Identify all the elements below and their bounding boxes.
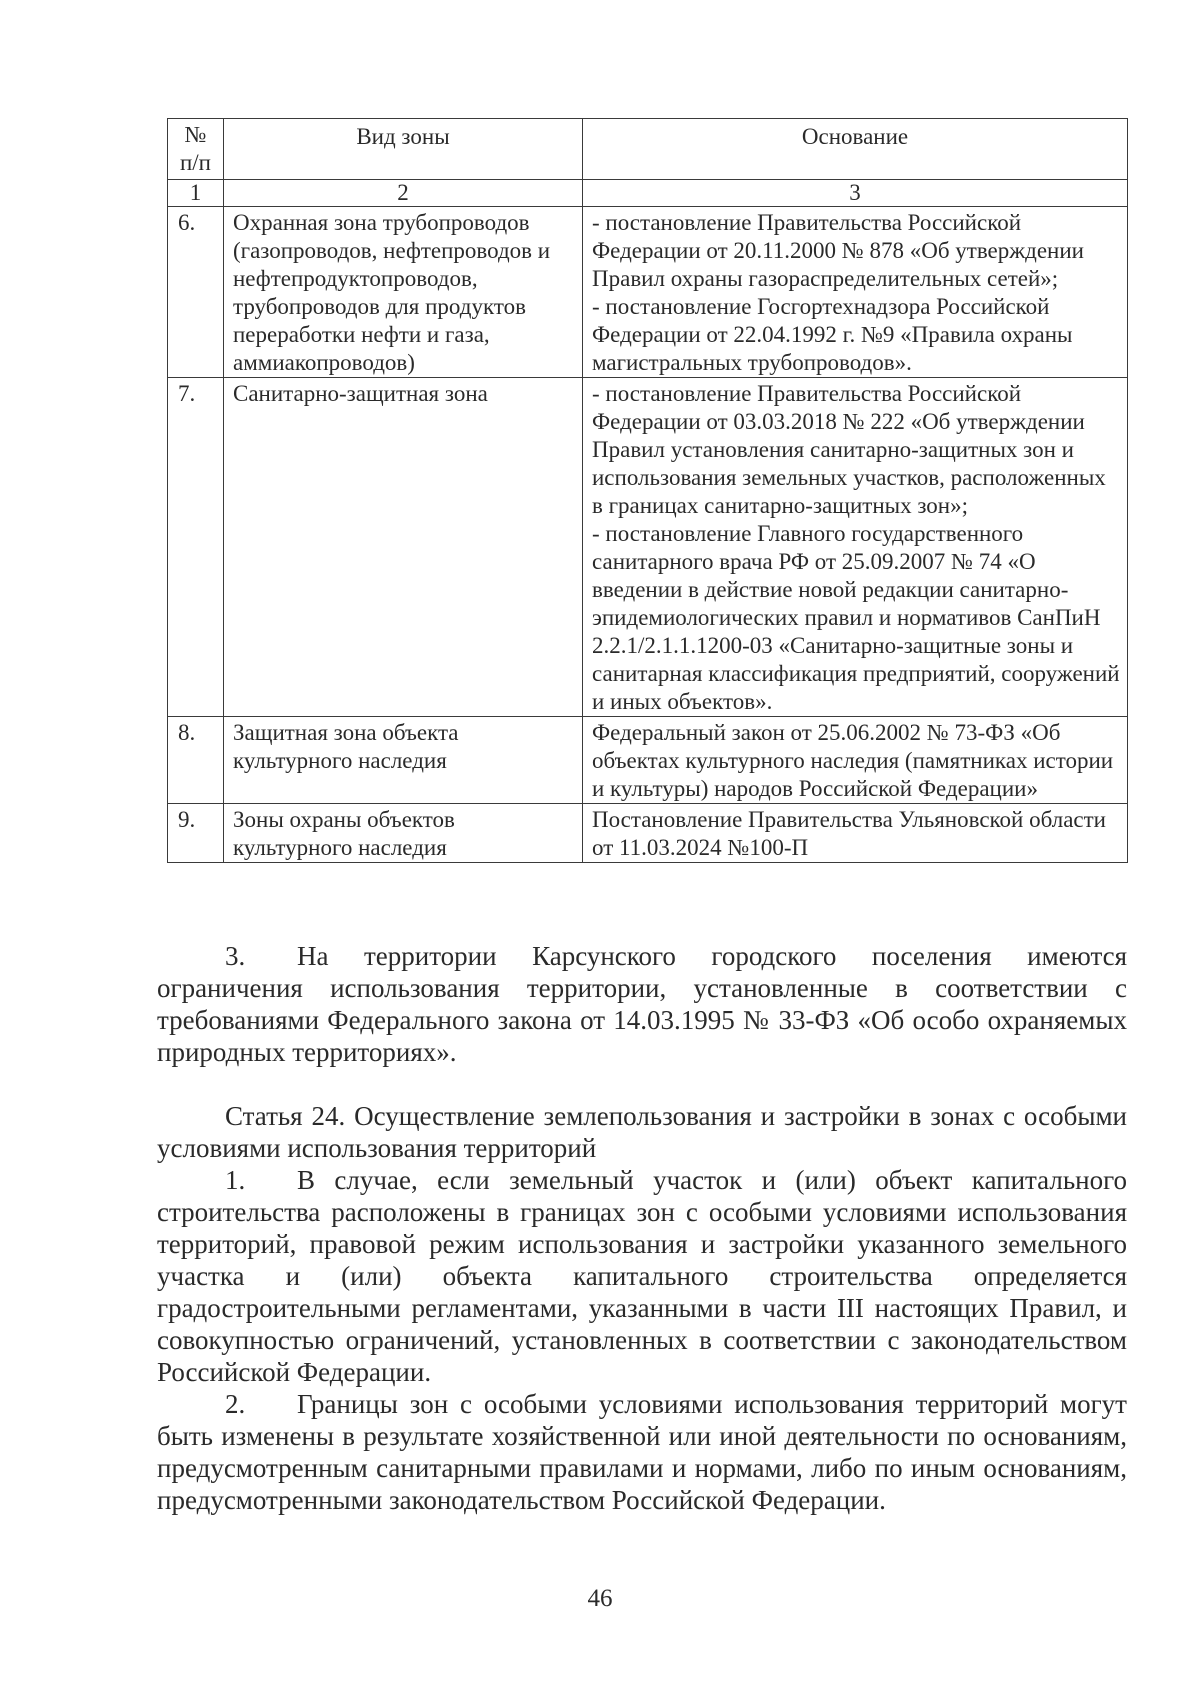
column-number: 3 [583, 180, 1128, 207]
column-number: 1 [168, 180, 224, 207]
header-num-line2: п/п [179, 150, 211, 175]
zone-kind: Охранная зона трубопроводов (газопроводов, нефтепроводов и нефтепродуктопроводов, трубопроводов для продуктов переработки нефти и газа, аммиакопроводов) [224, 207, 583, 378]
basis-item: - постановление Правительства Российской Федерации от 03.03.2018 № 222 «Об утверждении Правил установления санитарно-защитных зон и использования земельных участков, расположенных в границах санитарно-защитных зон»; [592, 381, 1106, 518]
row-number: 9. [168, 804, 224, 863]
page-number: 46 [587, 1585, 613, 1612]
zone-basis [583, 717, 1128, 804]
basis-item: - постановление Правительства Российской Федерации от 20.11.2000 № 878 «Об утверждении Правил охраны газораспределительных сетей»; [592, 210, 1084, 291]
basis-item: Федеральный закон от 25.06.2002 № 73-ФЗ «Об объектах культурного наследия (памятниках истории и культуры) народов Российской Федерации» [592, 720, 1114, 801]
table-row [168, 378, 1128, 717]
table-header-row [168, 119, 1128, 180]
article-item [157, 1164, 1127, 1388]
header-kind: Вид зоны [224, 119, 583, 180]
zone-kind: Зоны охраны объектов культурного наследия [224, 804, 583, 863]
paragraph-number: 3. [225, 941, 246, 971]
paragraph-3-body [157, 940, 1127, 1068]
item-number: 1. [225, 1165, 246, 1195]
table-row [168, 207, 1128, 378]
basis-item: Постановление Правительства Ульяновской области от 11.03.2024 №100-П [592, 807, 1106, 860]
article-title: Статья 24. Осуществление землепользования и застройки в зонах с особыми условиями использования территорий [157, 1101, 1127, 1163]
item-text: В случае, если земельный участок и (или) объект капитального строительства расположены в границах зон с особыми условиями использования территорий, правовой режим использования и застройки указанного земельного участка и (или) объекта капитального строительства определяется градостроительными регламентами, указанными в части III настоящих Правил, и совокупностью ограничений, установленных в соответствии с законодательством Российской Федерации. [157, 1165, 1127, 1387]
paragraph-3 [157, 940, 1127, 1068]
column-number-row [168, 180, 1128, 207]
column-number: 2 [224, 180, 583, 207]
item-text: Границы зон с особыми условиями использования территорий могут быть изменены в результате хозяйственной или иной деятельности по основаниям, предусмотренным санитарными правилами и нормами, либо по иным основаниям, предусмотренными законодательством Российской Федерации. [157, 1389, 1127, 1515]
table-row [168, 717, 1128, 804]
basis-item: - постановление Госгортехнадзора Российской Федерации от 22.04.1992 г. №9 «Правила охраны магистральных трубопроводов». [592, 294, 1073, 375]
zone-kind: Защитная зона объекта культурного наследия [224, 717, 583, 804]
zone-kind: Санитарно-защитная зона [224, 378, 583, 717]
header-num-line1: № [184, 122, 207, 147]
article-24 [157, 1100, 1127, 1516]
zone-basis [583, 207, 1128, 378]
row-number: 6. [168, 207, 224, 378]
header-basis: Основание [583, 119, 1128, 180]
zone-basis [583, 804, 1128, 863]
header-num [168, 119, 224, 180]
table-row [168, 804, 1128, 863]
article-item [157, 1388, 1127, 1516]
zone-basis [583, 378, 1128, 717]
paragraph-text: На территории Карсунского городского поселения имеются ограничения использования территории, установленные в соответствии с требованиями Федерального закона от 14.03.1995 № 33-ФЗ «Об особо охраняемых природных территориях». [157, 941, 1127, 1067]
basis-item: - постановление Главного государственного санитарного врача РФ от 25.09.2007 № 74 «О введении в действие новой редакции санитарно-эпидемиологических правил и нормативов СанПиН 2.2.1/2.1.1.1200-03 «Санитарно-защитные зоны и санитарная классификация предприятий, сооружений и иных объектов». [592, 521, 1120, 714]
row-number: 7. [168, 378, 224, 717]
item-number: 2. [225, 1389, 246, 1419]
row-number: 8. [168, 717, 224, 804]
zones-table [167, 118, 1128, 863]
